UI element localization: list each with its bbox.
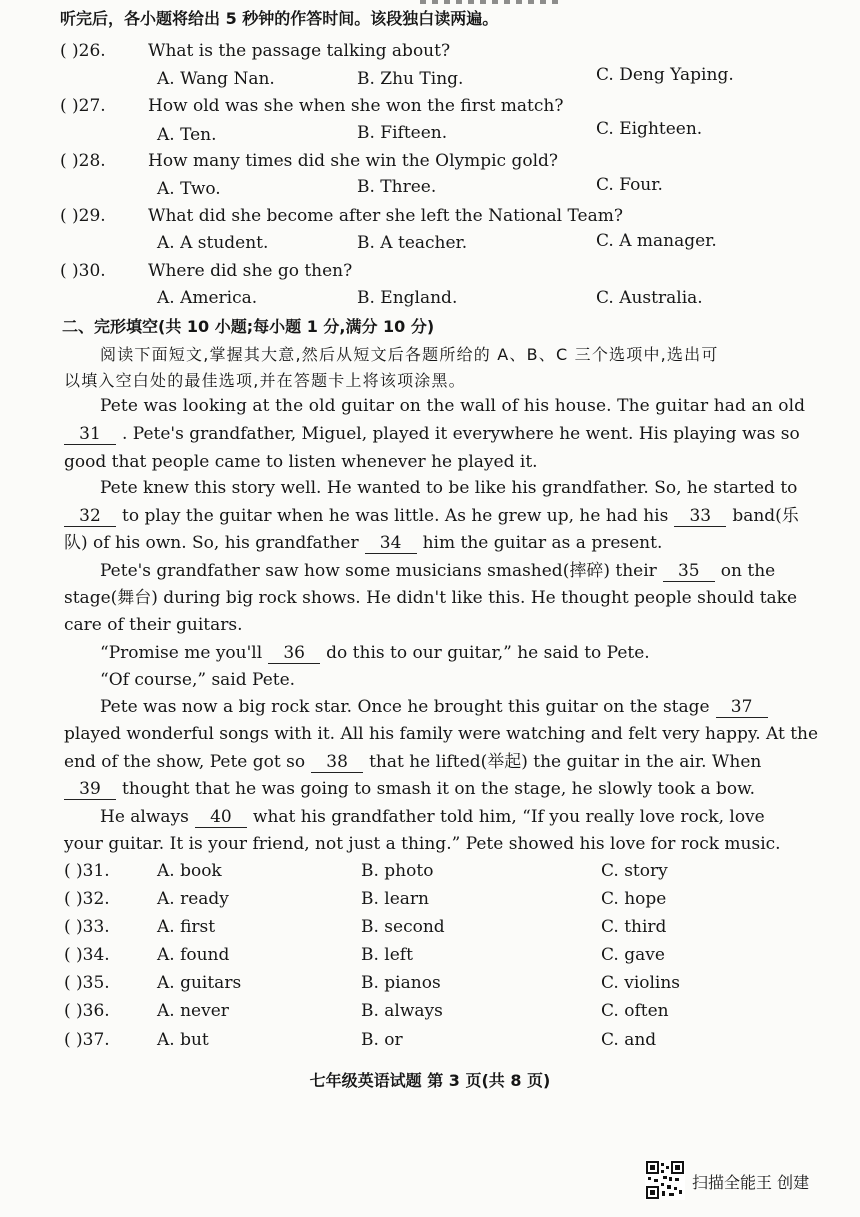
scanner-watermark: 扫描全能王 创建 bbox=[692, 1173, 810, 1192]
option-a: A. found bbox=[157, 945, 230, 965]
option-a: A. Ten. bbox=[157, 125, 217, 145]
question-number: ( )35. bbox=[64, 973, 110, 993]
section-instruction: 以填入空白处的最佳选项,并在答题卡上将该项涂黑。 bbox=[64, 371, 466, 390]
option-c: C. third bbox=[601, 917, 667, 937]
qr-code-icon bbox=[645, 1160, 685, 1200]
passage-line: . Pete's grandfather, Miguel, played it everywhere he went. His playing was so bbox=[122, 424, 800, 444]
option-c: C. hope bbox=[601, 889, 667, 909]
blank-37: 37 bbox=[716, 697, 768, 718]
blank-32: 32 bbox=[64, 506, 116, 527]
blank-40: 40 bbox=[195, 807, 247, 828]
question-text: What is the passage talking about? bbox=[148, 41, 451, 61]
passage-line: thought that he was going to smash it on the stage, he slowly took a bow. bbox=[122, 779, 756, 799]
question-number: ( )37. bbox=[64, 1030, 110, 1050]
passage-line: “Of course,” said Pete. bbox=[100, 670, 296, 690]
passage-line: stage(舞台) during big rock shows. He didn't like this. He thought people should take bbox=[64, 588, 798, 608]
passage-line: good that people came to listen whenever he played it. bbox=[64, 452, 538, 472]
option-c: C. and bbox=[601, 1030, 657, 1050]
option-b: B. Three. bbox=[357, 177, 437, 197]
passage-line: Pete was looking at the old guitar on the wall of his house. The guitar had an old bbox=[100, 396, 806, 416]
option-b: B. pianos bbox=[361, 973, 441, 993]
option-b: B. A teacher. bbox=[357, 233, 468, 253]
option-b: B. Zhu Ting. bbox=[357, 69, 464, 89]
listening-instruction: 听完后，各小题将给出 5 秒钟的作答时间。该段独白读两遍。 bbox=[60, 9, 499, 28]
option-b: B. second bbox=[361, 917, 445, 937]
blank-38: 38 bbox=[311, 752, 363, 773]
option-c: C. story bbox=[601, 861, 668, 881]
passage-line: care of their guitars. bbox=[64, 615, 243, 635]
question-number: ( )32. bbox=[64, 889, 110, 909]
passage-line: “Promise me you'll bbox=[100, 643, 263, 663]
passage-line: Pete knew this story well. He wanted to be like his grandfather. So, he started to bbox=[100, 478, 798, 498]
option-a: A. first bbox=[157, 917, 216, 937]
blank-33: 33 bbox=[674, 506, 726, 527]
question-number: ( )31. bbox=[64, 861, 110, 881]
option-a: A. Wang Nan. bbox=[157, 69, 275, 89]
question-number: ( )30. bbox=[60, 261, 106, 281]
passage-line: end of the show, Pete got so bbox=[64, 752, 306, 772]
option-c: C. Deng Yaping. bbox=[596, 65, 734, 85]
question-number: ( )36. bbox=[64, 1001, 110, 1021]
passage-line: Pete's grandfather saw how some musicians smashed(摔碎) their bbox=[100, 561, 657, 581]
blank-39: 39 bbox=[64, 779, 116, 800]
question-number: ( )34. bbox=[64, 945, 110, 965]
passage-line: him the guitar as a present. bbox=[422, 533, 663, 553]
blank-34: 34 bbox=[365, 533, 417, 554]
page-footer: 七年级英语试题 第 3 页(共 8 页) bbox=[309, 1071, 551, 1090]
option-a: A. never bbox=[157, 1001, 229, 1021]
question-text: How many times did she win the Olympic gold? bbox=[148, 151, 559, 171]
page-top-edge bbox=[420, 0, 560, 4]
option-c: C. often bbox=[601, 1001, 669, 1021]
passage-line: do this to our guitar,” he said to Pete. bbox=[326, 643, 650, 663]
question-text: What did she become after she left the National Team? bbox=[148, 206, 623, 226]
option-b: B. Fifteen. bbox=[357, 123, 448, 143]
question-number: ( )29. bbox=[60, 206, 106, 226]
option-b: B. England. bbox=[357, 288, 458, 308]
passage-line: Pete was now a big rock star. Once he brought this guitar on the stage bbox=[100, 697, 710, 717]
option-c: C. A manager. bbox=[596, 231, 717, 251]
passage-line: He always bbox=[100, 807, 189, 827]
option-b: B. or bbox=[361, 1030, 403, 1050]
option-b: B. learn bbox=[361, 889, 430, 909]
blank-31: 31 bbox=[64, 424, 116, 445]
option-c: C. Eighteen. bbox=[596, 119, 703, 139]
option-a: A. book bbox=[157, 861, 222, 881]
passage-line: to play the guitar when he was little. As he grew up, he had his bbox=[122, 506, 669, 526]
passage-line: on the bbox=[720, 561, 776, 581]
question-number: ( )28. bbox=[60, 151, 106, 171]
passage-line: played wonderful songs with it. All his family were watching and felt very happy. At the bbox=[64, 724, 819, 744]
option-b: B. left bbox=[361, 945, 413, 965]
option-a: A. ready bbox=[157, 889, 229, 909]
passage-line: what his grandfather told him, “If you really love rock, love bbox=[252, 807, 765, 827]
option-b: B. photo bbox=[361, 861, 434, 881]
option-c: C. Australia. bbox=[596, 288, 703, 308]
question-text: How old was she when she won the first match? bbox=[148, 96, 564, 116]
passage-line: your guitar. It is your friend, not just a thing.” Pete showed his love for rock music. bbox=[64, 834, 781, 854]
option-a: A. A student. bbox=[157, 233, 269, 253]
option-c: C. Four. bbox=[596, 175, 663, 195]
question-number: ( )33. bbox=[64, 917, 110, 937]
passage-line: band(乐 bbox=[732, 506, 799, 526]
section-instruction: 阅读下面短文,掌握其大意,然后从短文后各题所给的 A、B、C 三个选项中,选出可 bbox=[100, 345, 719, 364]
passage-line: 队) of his own. So, his grandfather bbox=[64, 533, 359, 553]
option-a: A. America. bbox=[157, 288, 258, 308]
option-c: C. gave bbox=[601, 945, 665, 965]
option-c: C. violins bbox=[601, 973, 681, 993]
passage-line: that he lifted(举起) the guitar in the air. When bbox=[369, 752, 762, 772]
option-b: B. always bbox=[361, 1001, 443, 1021]
blank-35: 35 bbox=[663, 561, 715, 582]
question-number: ( )26. bbox=[60, 41, 106, 61]
option-a: A. but bbox=[157, 1030, 209, 1050]
option-a: A. Two. bbox=[157, 179, 221, 199]
blank-36: 36 bbox=[268, 643, 320, 664]
question-text: Where did she go then? bbox=[148, 261, 353, 281]
section-heading: 二、完形填空(共 10 小题;每小题 1 分,满分 10 分) bbox=[62, 317, 435, 336]
option-a: A. guitars bbox=[157, 973, 242, 993]
question-number: ( )27. bbox=[60, 96, 106, 116]
